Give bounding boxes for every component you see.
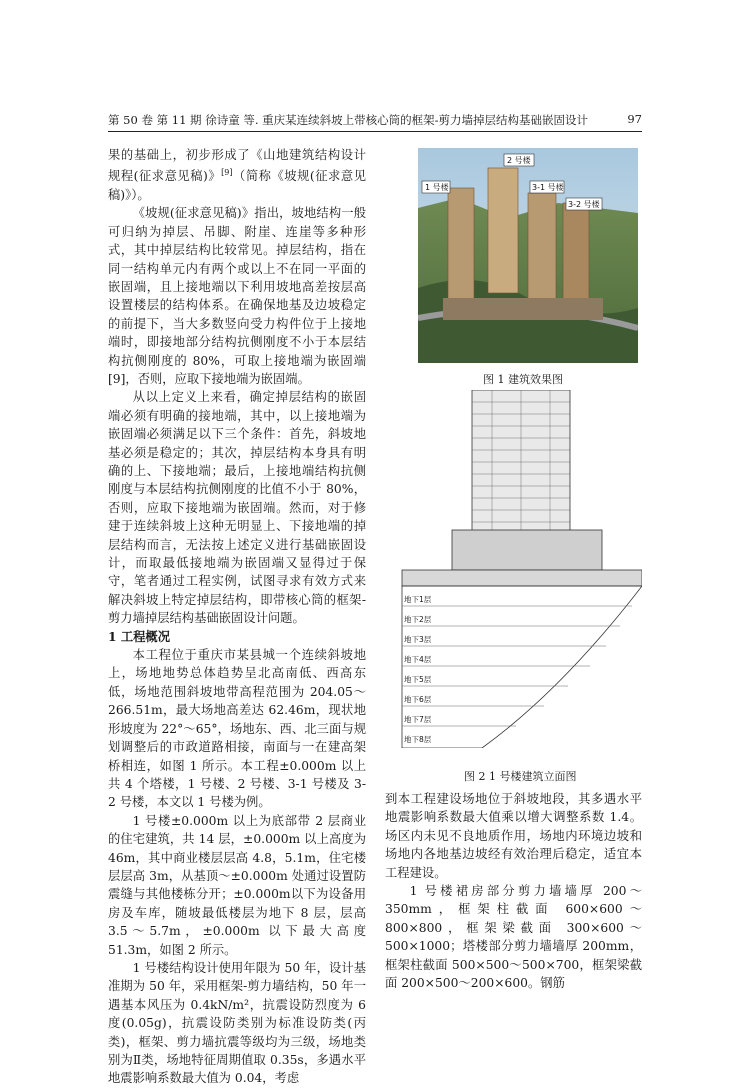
floor-label: 地下7层 [404,715,432,724]
floor-label: 地下4层 [404,655,432,664]
paragraph: 1 号楼结构设计使用年限为 50 年，设计基准期为 50 年，采用框架-剪力墙结构，50 年一遇基本风压为 0.4kN/m²，抗震设防烈度为 6 度(0.05g)，抗震设防类别为标准设防类(丙类)，框架、剪力墙抗震等级均为三级，场地类别为Ⅱ类，场地特征周期值取 0.35s，多遇水平地震影响系数最大值为 0.04，考虑 [108,960,366,1086]
figure-1-rendering [418,148,638,363]
floor-label: 地下3层 [404,635,432,644]
floor-label: 地下5层 [404,675,432,684]
paragraph: 《坡规(征求意见稿)》指出，坡地结构一般可归纳为掉层、吊脚、附崖、连崖等多种形式，其中掉层结构比较常见。掉层结构，指在同一结构单元内有两个或以上不在同一平面的嵌固端，且上接地端以下利用坡地高差按层高设置楼层的结构体系。在确保地基及边坡稳定的前提下，当大多数竖向受力构件位于上接地端时，即接地部分结构抗侧刚度不小于本层结构抗侧刚度的 80%，可取上接地端为嵌固端[9]，否则，应取下接地端为嵌固端。 [108,206,366,386]
left-column [108,146,366,1088]
figure-1-caption: 图 1 建筑效果图 [483,373,563,386]
label-tower-3-1: 3-1 号楼 [532,183,564,192]
paragraph: 从以上定义上来看，确定掉层结构的嵌固端必须有明确的接地端，其中，以上接地端为嵌固端必须满足以下三个条件：首先，斜坡地基必须是稳定的；其次，掉层结构本身具有明确的上、下接地端；最后，上接地端结构抗侧刚度与本层结构抗侧刚度的比值不小于 80%，否则，应取下接地端为嵌固端。然而，对于修建于连续斜坡上这种无明显上、下接地端的掉层结构而言，无法按上述定义进行基础嵌固设计，而取最低接地端为嵌固端又显得过于保守，笔者通过工程实例，试图寻求有效方式来解决斜坡上特定掉层结构，即带核心筒的框架-剪力墙掉层结构基础嵌固设计问题。 [108,390,366,626]
label-tower-3-2: 3-2 号楼 [568,200,600,209]
label-tower-2: 2 号楼 [507,156,531,165]
floor-label: 地下1层 [404,595,432,604]
header-journal-title: 第 50 卷 第 11 期 徐诗童 等. 重庆某连续斜坡上带核心筒的框架-剪力墙掉层结构基础嵌固设计 [108,113,589,127]
floor-label: 地下8层 [404,735,432,744]
section-heading: 1 工程概况 [108,628,171,644]
page-number: 97 [627,112,642,126]
floor-label: 地下2层 [404,615,432,624]
paragraph: 本工程位于重庆市某县城一个连续斜坡地上，场地地势总体趋势呈北高南低、西高东低，场地范围斜坡地带高程范围为 204.05～266.51m，最大场地高差达 62.46m，现状地形坡度为 22°～65°，场地东、西、北三面与规划调整后的市政道路相接，南面与一在建高架桥相连，如图 1 所示。本工程±0.000m 以上共 4 个塔楼，1 号楼、2 号楼、3-1 号楼及 3-2 号楼，本文以 1 号楼为例。 [108,648,366,810]
header-rule [108,131,642,132]
citation: [9] [221,168,233,178]
paragraph: 果的基础上，初步形成了《山地建筑结构设计规程(征求意见稿)》[9]（简称《坡规(征求意见稿)》）。 [108,148,366,202]
paragraph: 到本工程建设场地位于斜坡地段，其多遇水平地震影响系数最大值乘以增大调整系数 1.4。场区内未见不良地质作用，场地内环境边坡和场地内各地基边坡经有效治理后稳定，适宜本工程建设。 [385,792,642,880]
floor-label: 地下6层 [404,695,432,704]
label-tower-1: 1 号楼 [425,183,449,192]
figure-2-caption: 图 2 1 号楼建筑立面图 [464,770,577,783]
right-column [385,790,642,992]
paragraph: 1 号楼裙房部分剪力墙墙厚 200～350mm，框架柱截面 600×600～800×800，框架梁截面 300×600～500×1000；塔楼部分剪力墙墙厚 200mm，框架柱截面 500×500～500×700，框架梁截面 200×500～200×600。钢筋 [385,884,642,991]
figure-2-elevation [392,390,642,748]
paragraph: 1 号楼±0.000m 以上为底部带 2 层商业的住宅建筑，共 14 层，±0.000m 以上高度为 46m，其中商业楼层层高 4.8，5.1m，住宅楼层层高 3m，从基顶～±0.000m 处通过设置防震缝与其他楼栋分开；±0.000m以下为设备用房及车库，随坡最低楼层为地下 8 层，层高 3.5～5.7m，±0.000m 以下最大高度 51.3m，如图 2 所示。 [108,813,366,957]
